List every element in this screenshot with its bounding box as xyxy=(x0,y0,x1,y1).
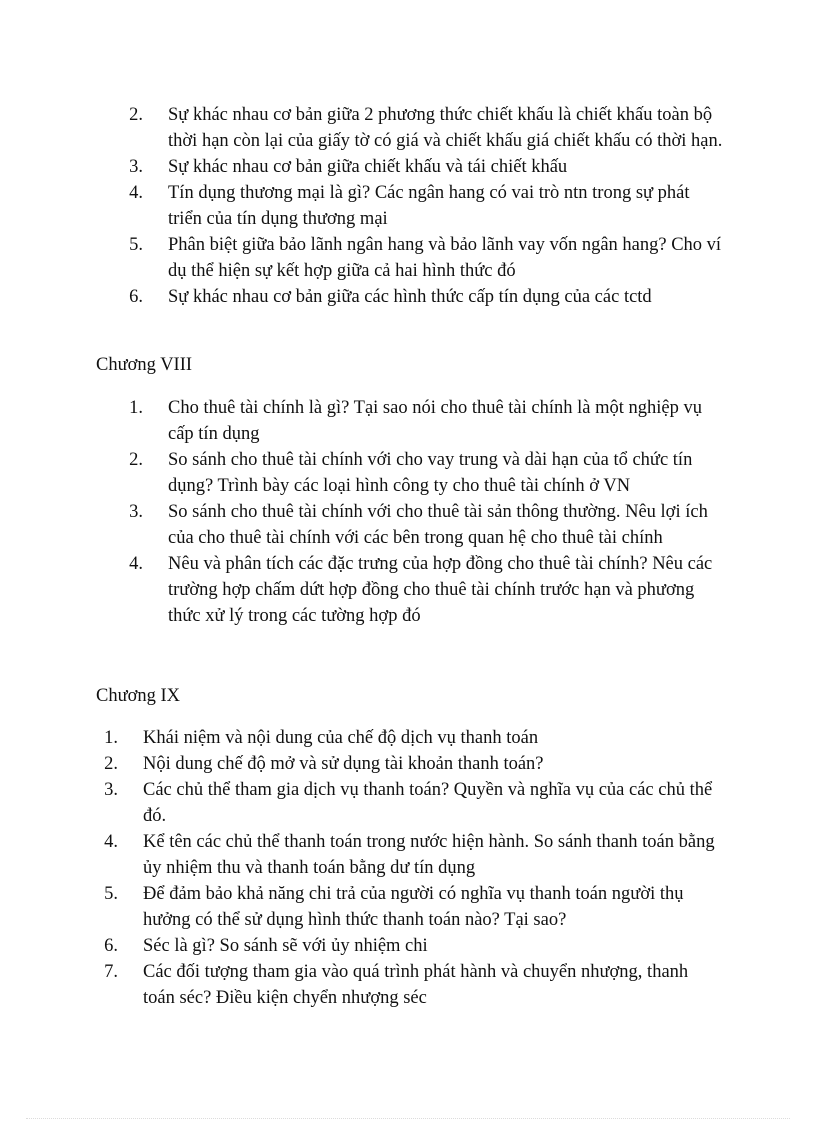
item-number: 3. xyxy=(104,780,118,800)
item-text: Séc là gì? So sánh sẽ với ủy nhiệm chi xyxy=(143,936,428,956)
item-text: Các chủ thể tham gia dịch vụ thanh toán? Quyền và nghĩa vụ của các chủ thể đó. xyxy=(143,780,713,826)
item-number: 3. xyxy=(129,157,143,177)
item-text: Tín dụng thương mại là gì? Các ngân hang có vai trò ntn trong sự phát triển của tín dụng thương mại xyxy=(168,183,690,229)
item-number: 4. xyxy=(104,832,118,852)
question-list-chapter-ix xyxy=(104,725,723,1011)
item-number: 6. xyxy=(104,936,118,956)
item-text: Sự khác nhau cơ bản giữa các hình thức cấp tín dụng của các tctd xyxy=(168,287,652,307)
list-item xyxy=(104,959,723,1011)
item-text: Sự khác nhau cơ bản giữa 2 phương thức chiết khấu là chiết khấu toàn bộ thời hạn còn lại của giấy tờ có giá và chiết khấu giá chiết khấu có thời hạn. xyxy=(168,105,723,151)
item-number: 4. xyxy=(129,554,143,574)
item-text: Để đảm bảo khả năng chi trả của người có nghĩa vụ thanh toán người thụ hưởng có thể sử dụng hình thức thanh toán nào? Tại sao? xyxy=(143,884,684,930)
item-text: Nội dung chế độ mở và sử dụng tài khoản thanh toán? xyxy=(143,754,544,774)
item-number: 6. xyxy=(129,287,143,307)
item-number: 7. xyxy=(104,962,118,982)
list-item xyxy=(129,447,723,499)
section-title-ix: Chương IX xyxy=(96,686,181,706)
list-item xyxy=(104,829,723,881)
item-text: Kể tên các chủ thể thanh toán trong nước hiện hành. So sánh thanh toán bằng ủy nhiệm thu và thanh toán bằng dư tín dụng xyxy=(143,832,715,878)
list-item xyxy=(104,881,723,933)
item-number: 5. xyxy=(129,235,143,255)
item-text: Cho thuê tài chính là gì? Tại sao nói cho thuê tài chính là một nghiệp vụ cấp tín dụng xyxy=(168,398,702,444)
list-item xyxy=(104,777,723,829)
list-item xyxy=(104,933,723,959)
list-item xyxy=(129,154,723,180)
item-number: 2. xyxy=(129,105,143,125)
section-title-viii: Chương VIII xyxy=(96,355,193,375)
list-item xyxy=(129,499,723,551)
list-item xyxy=(129,551,723,629)
list-item xyxy=(129,232,723,284)
list-item xyxy=(129,284,723,310)
item-number: 1. xyxy=(104,728,118,748)
item-text: Sự khác nhau cơ bản giữa chiết khấu và tái chiết khấu xyxy=(168,157,568,177)
item-number: 3. xyxy=(129,502,143,522)
question-list-chapter-vii xyxy=(129,102,723,310)
list-item xyxy=(129,102,723,154)
item-text: Các đối tượng tham gia vào quá trình phát hành và chuyển nhượng, thanh toán séc? Điều kiện chyển nhượng séc xyxy=(143,962,689,1008)
page-bottom-divider xyxy=(26,1118,790,1119)
item-number: 2. xyxy=(104,754,118,774)
item-number: 1. xyxy=(129,398,143,418)
item-text: So sánh cho thuê tài chính với cho thuê tài sản thông thường. Nêu lợi ích của cho thuê tài chính với các bên trong quan hệ cho thuê tài chính xyxy=(168,502,708,548)
list-item xyxy=(104,751,723,777)
list-item xyxy=(129,395,723,447)
item-number: 5. xyxy=(104,884,118,904)
list-item xyxy=(104,725,723,751)
item-number: 4. xyxy=(129,183,143,203)
item-text: So sánh cho thuê tài chính với cho vay trung và dài hạn của tổ chức tín dụng? Trình bày các loại hình công ty cho thuê tài chính ở VN xyxy=(168,450,693,496)
question-list-chapter-viii xyxy=(129,395,723,629)
item-text: Phân biệt giữa bảo lãnh ngân hang và bảo lãnh vay vốn ngân hang? Cho ví dụ thể hiện sự kết hợp giữa cả hai hình thức đó xyxy=(168,235,722,281)
item-text: Nêu và phân tích các đặc trưng của hợp đồng cho thuê tài chính? Nêu các trường hợp chấm dứt hợp đồng cho thuê tài chính trước hạn và phương thức xử lý trong các tường hợp đó xyxy=(168,554,713,626)
item-text: Khái niệm và nội dung của chế độ dịch vụ thanh toán xyxy=(143,728,539,748)
list-item xyxy=(129,180,723,232)
item-number: 2. xyxy=(129,450,143,470)
